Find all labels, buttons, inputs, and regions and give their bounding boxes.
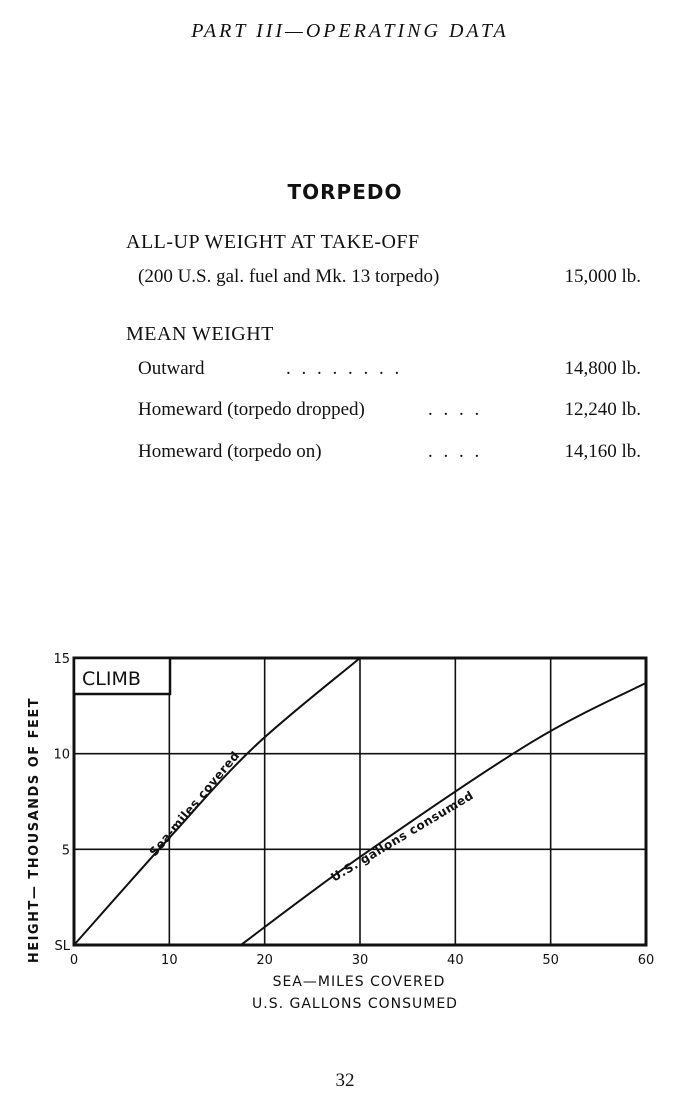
takeoff-label: (200 U.S. gal. fuel and Mk. 13 torpedo)	[138, 266, 440, 287]
series-label-sea-miles: Sea-miles covered	[146, 748, 243, 859]
x-ticks	[70, 953, 654, 968]
leader-dots: . . . .	[428, 399, 483, 420]
takeoff-row	[138, 266, 641, 292]
x-tick-label: 50	[542, 953, 559, 968]
climb-chart	[0, 640, 700, 1020]
chart-title-box	[74, 658, 170, 694]
running-head: PART III—OPERATING DATA	[191, 20, 509, 42]
weight-row-label: Homeward (torpedo on)	[138, 441, 322, 462]
weight-row-value: 14,800 lb.	[564, 358, 641, 379]
x-tick-label: 0	[69, 953, 79, 968]
weight-row-value: 12,240 lb.	[564, 399, 641, 420]
section-title: TORPEDO	[287, 180, 403, 204]
x-tick-label: 30	[351, 953, 369, 968]
y-tick-label: 15	[53, 652, 70, 667]
x-tick-label: 60	[637, 953, 655, 968]
page-number: 32	[335, 1070, 355, 1091]
x-tick-label: 20	[256, 953, 273, 968]
weight-row-value: 14,160 lb.	[564, 441, 641, 462]
weight-row-homeward-on	[138, 441, 641, 467]
y-tick-label: 10	[53, 747, 70, 763]
climb-chart-svg	[0, 640, 700, 1020]
chart-title: CLIMB	[82, 668, 141, 690]
weight-row-outward	[138, 358, 641, 384]
weight-row-homeward-dropped	[138, 399, 641, 425]
series-label-us-gallons: U.S. gallons consumed	[328, 788, 477, 885]
mean-weight-heading: MEAN WEIGHT	[126, 323, 274, 345]
y-ticks	[53, 652, 70, 954]
leader-dots: . . . . . . . .	[286, 358, 403, 379]
x-tick-label: 40	[447, 953, 464, 968]
x-axis-label-2: U.S. GALLONS CONSUMED	[252, 996, 458, 1012]
takeoff-heading: ALL-UP WEIGHT AT TAKE-OFF	[126, 231, 420, 253]
weight-row-label: Homeward (torpedo dropped)	[138, 399, 365, 420]
series-line-0	[74, 658, 360, 945]
weight-row-label: Outward	[138, 358, 205, 379]
grid	[74, 658, 646, 945]
y-tick-label: SL	[54, 939, 70, 954]
y-axis-label: HEIGHT— THOUSANDS OF FEET	[27, 696, 42, 964]
leader-dots: . . . .	[428, 441, 483, 462]
x-tick-label: 10	[161, 953, 178, 968]
y-tick-label: 5	[61, 843, 70, 859]
x-axis-label: SEA—MILES COVERED	[272, 974, 446, 990]
takeoff-value: 15,000 lb.	[564, 266, 641, 287]
